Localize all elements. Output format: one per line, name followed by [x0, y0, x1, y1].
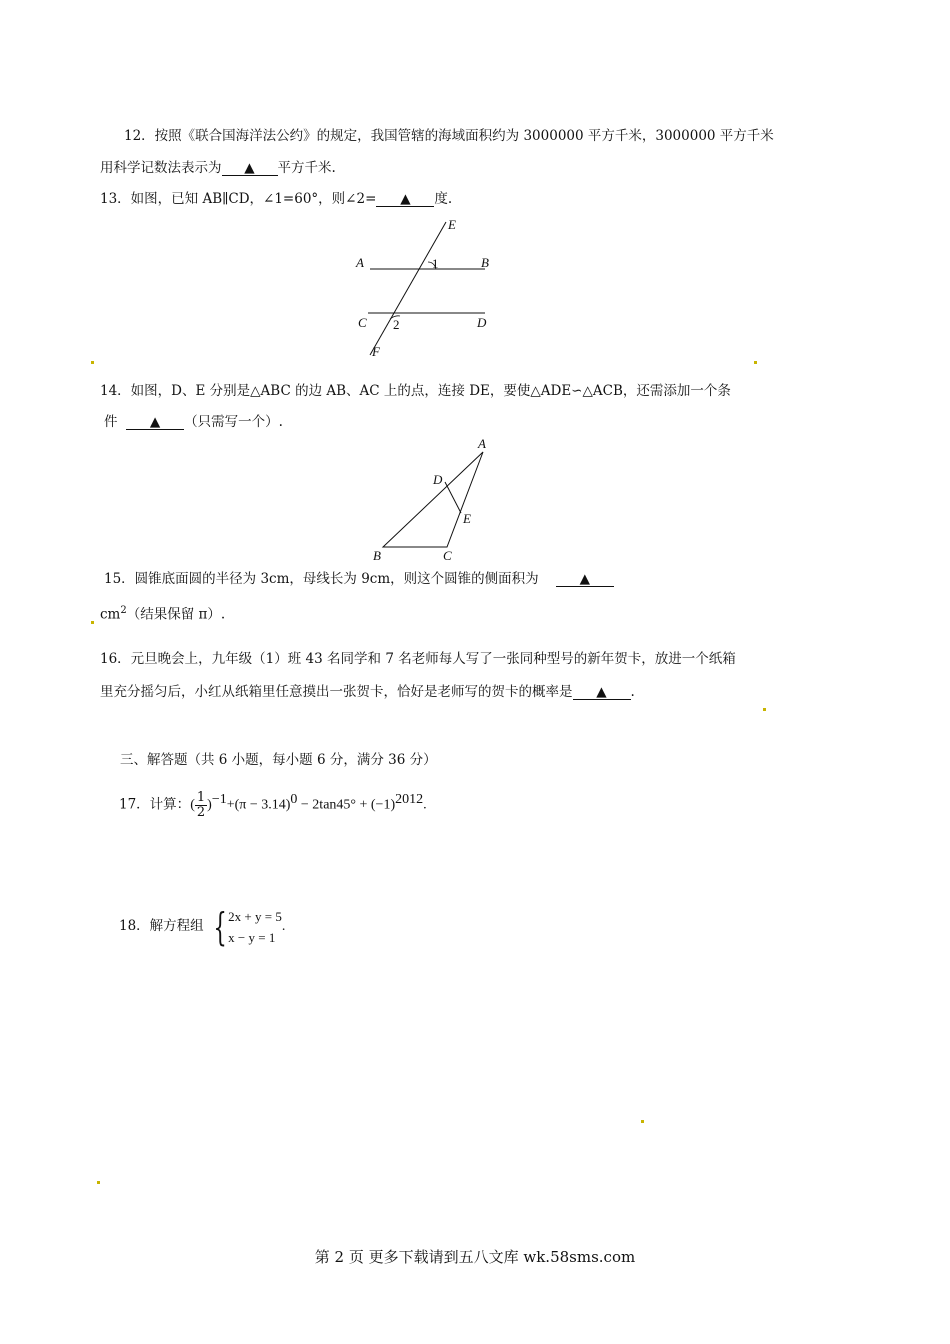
- answer-blank-12[interactable]: ▲: [222, 161, 278, 176]
- label-d: D: [477, 315, 487, 330]
- answer-blank-15[interactable]: ▲: [556, 572, 614, 587]
- q16-line2: 里充分摇匀后，小红从纸箱里任意摸出一张贺卡，恰好是老师写的贺卡的概率是 ▲ .: [100, 684, 635, 700]
- q17-expression: 17．计算：( $\frac{1}{2}$ )$^{-1}+(\pi - 3.14)^0 - 2\tan 45^\circ + (-1)^{2012}$.: [119, 789, 427, 820]
- label-angle-2: 2: [393, 317, 400, 332]
- system-brace: {: [213, 904, 227, 949]
- label-e: E: [448, 217, 456, 232]
- parallel-lines-figure: [340, 212, 510, 362]
- stray-dot: [91, 361, 94, 364]
- label-a: A: [356, 255, 364, 270]
- equation-system: 2x + y = 5 x − y = 1: [228, 908, 282, 945]
- label-c: C: [358, 315, 367, 330]
- stray-dot: [91, 621, 94, 624]
- stray-dot: [763, 708, 766, 711]
- q15-line2: $cm^2$（结果保留 π）.: [100, 605, 226, 623]
- q15-line1: 15．圆锥底面圆的半径为 3cm，母线长为 9cm，则这个圆锥的侧面积为 ▲: [104, 570, 614, 588]
- label-c: C: [443, 548, 452, 563]
- transversal-ef: [370, 222, 446, 355]
- answer-blank-16[interactable]: ▲: [573, 685, 631, 700]
- answer-blank-13[interactable]: ▲: [376, 192, 434, 207]
- label-b: B: [373, 548, 381, 563]
- stray-dot: [754, 361, 757, 364]
- q14-line2: 件 ▲ （只需写一个）.: [104, 414, 283, 430]
- label-a: A: [478, 436, 486, 451]
- q18-system: 18．解方程组 { 2x + y = 5 x − y = 1 .: [119, 904, 286, 949]
- q14-line1: 14．如图，D、E 分别是△ABC 的边 AB、AC 上的点，连接 DE，要使△ADE∽△ACB，还需添加一个条: [100, 383, 731, 399]
- stray-dot: [641, 1120, 644, 1123]
- answer-blank-14[interactable]: ▲: [126, 415, 184, 430]
- triangle-figure: [365, 432, 505, 568]
- label-b: B: [481, 255, 489, 270]
- triangle-abc: [383, 452, 483, 547]
- q13-text: 13．如图，已知 AB∥CD，∠1=60°，则∠2= ▲ 度.: [100, 191, 453, 207]
- q12-line1: 12．按照《联合国海洋法公约》的规定，我国管辖的海域面积约为 3000000 平方千米，3000000 平方千米: [124, 128, 774, 144]
- section-heading: 三、解答题（共 6 小题，每小题 6 分，满分 36 分）: [120, 752, 437, 768]
- page-footer: 第 2 页 更多下载请到五八文库 wk.58sms.com: [314, 1248, 636, 1266]
- label-angle-1: 1: [432, 256, 439, 271]
- label-d: D: [433, 472, 443, 487]
- q16-line1: 16．元旦晚会上，九年级（1）班 43 名同学和 7 名老师每人写了一张同种型号的新年贺卡，放进一个纸箱: [100, 651, 736, 667]
- fraction-half: $\frac{1}{2}$: [196, 789, 206, 820]
- q12-line2: 用科学记数法表示为 ▲ 平方千米.: [100, 160, 336, 176]
- stray-dot: [97, 1181, 100, 1184]
- label-e: E: [463, 511, 471, 526]
- label-f: F: [372, 344, 380, 359]
- segment-de: [445, 482, 461, 513]
